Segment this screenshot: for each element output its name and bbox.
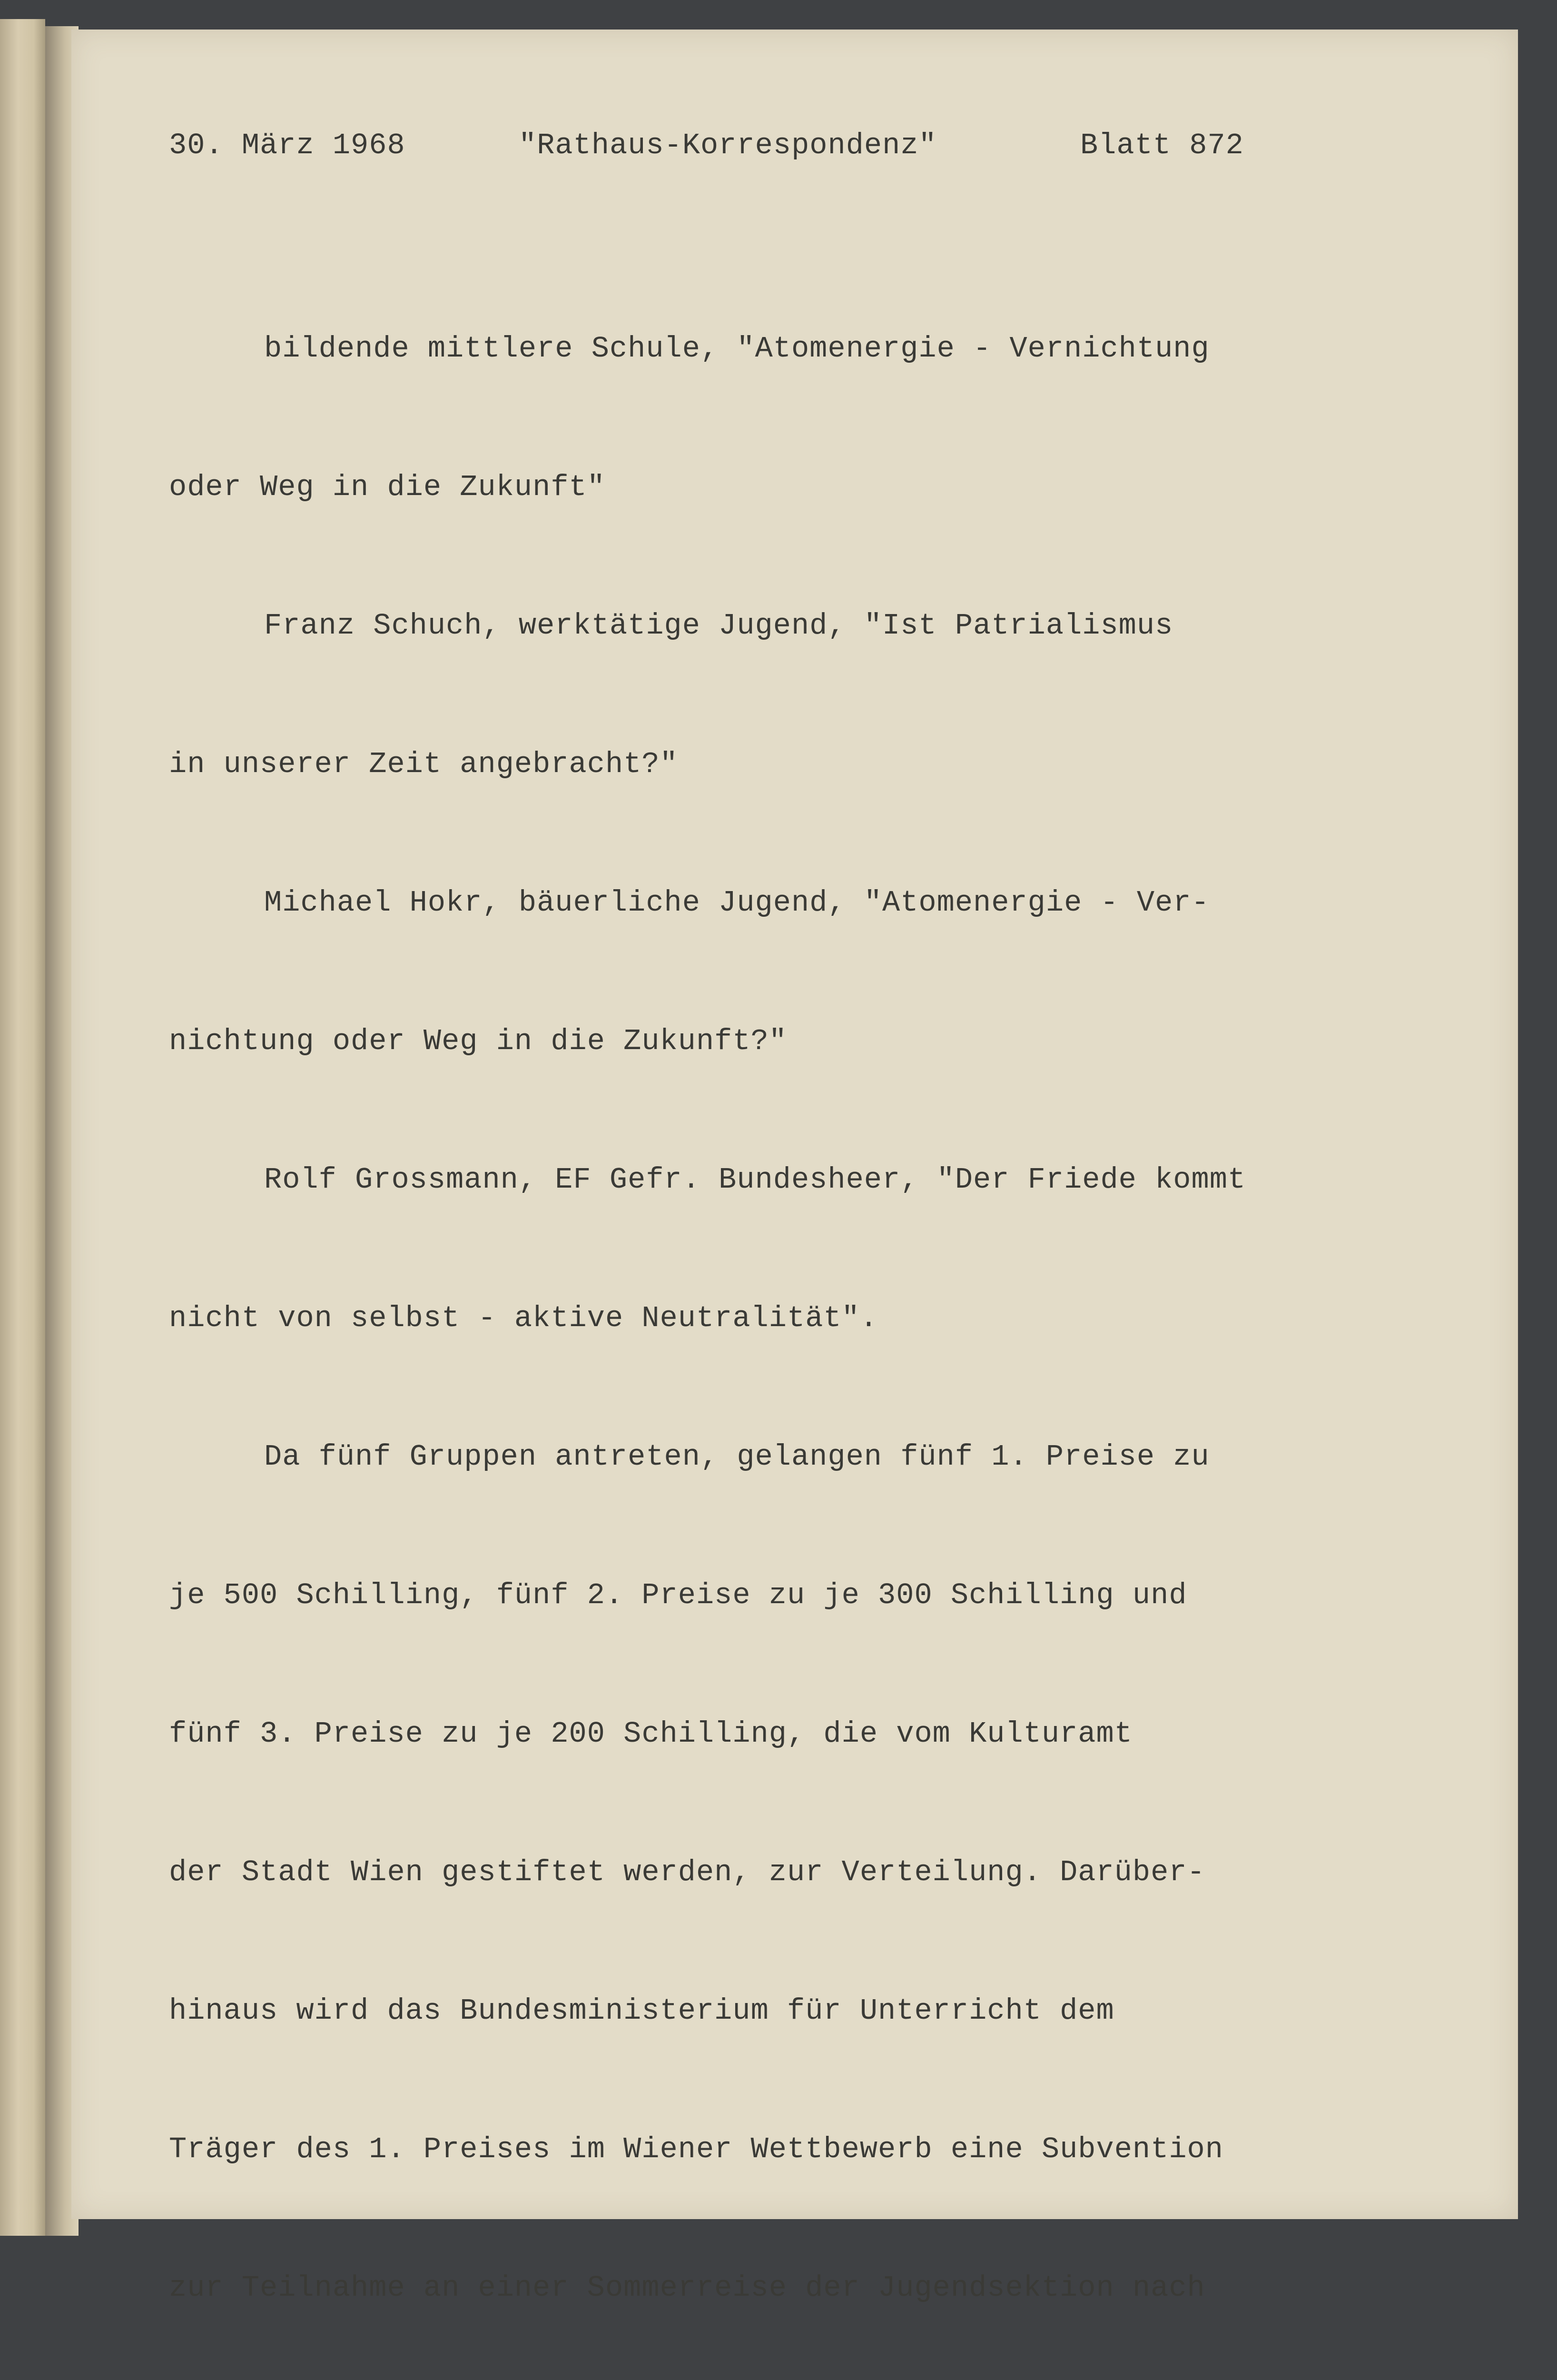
text-line: oder Weg in die Zukunft" bbox=[169, 470, 605, 504]
text-line: Da fünf Gruppen antreten, gelangen fünf 1. Preise zu bbox=[264, 1440, 1210, 1474]
text-line: hinaus wird das Bundesministerium für Unterricht dem bbox=[169, 1994, 1114, 2028]
page-content bbox=[169, 129, 1368, 2380]
header-date: 30. März 1968 bbox=[169, 129, 405, 162]
header-publication: "Rathaus-Korrespondenz" bbox=[519, 129, 937, 162]
text-line: Träger des 1. Preises im Wiener Wettbewerb eine Subvention bbox=[169, 2132, 1223, 2166]
text-line: in unserer Zeit angebracht?" bbox=[169, 747, 678, 781]
text-line: Franz Schuch, werktätige Jugend, "Ist Patrialismus bbox=[264, 609, 1173, 643]
text-line: nichtung oder Weg in die Zukunft?" bbox=[169, 1024, 788, 1058]
header-sheet-number: Blatt 872 bbox=[1080, 129, 1244, 162]
text-line: nicht von selbst - aktive Neutralität". bbox=[169, 1301, 878, 1335]
section-prize-contest bbox=[169, 233, 1368, 2380]
text-line: Michael Hokr, bäuerliche Jugend, "Atomenergie - Ver- bbox=[264, 886, 1210, 920]
text-line: der Stadt Wien gestiftet werden, zur Verteilung. Darüber- bbox=[169, 1855, 1205, 1889]
book-binding bbox=[0, 19, 45, 2236]
page-header bbox=[169, 129, 1368, 171]
text-line: zur Teilnahme an einer Sommerreise der Jugendsektion nach bbox=[169, 2271, 1205, 2305]
text-line: Rolf Grossmann, EF Gefr. Bundesheer, "Der Friede kommt bbox=[264, 1163, 1246, 1197]
text-line: bildende mittlere Schule, "Atomenergie - Vernichtung bbox=[264, 332, 1210, 366]
text-line: je 500 Schilling, fünf 2. Preise zu je 300 Schilling und bbox=[169, 1578, 1187, 1612]
text-line: fünf 3. Preise zu je 200 Schilling, die vom Kulturamt bbox=[169, 1717, 1133, 1751]
